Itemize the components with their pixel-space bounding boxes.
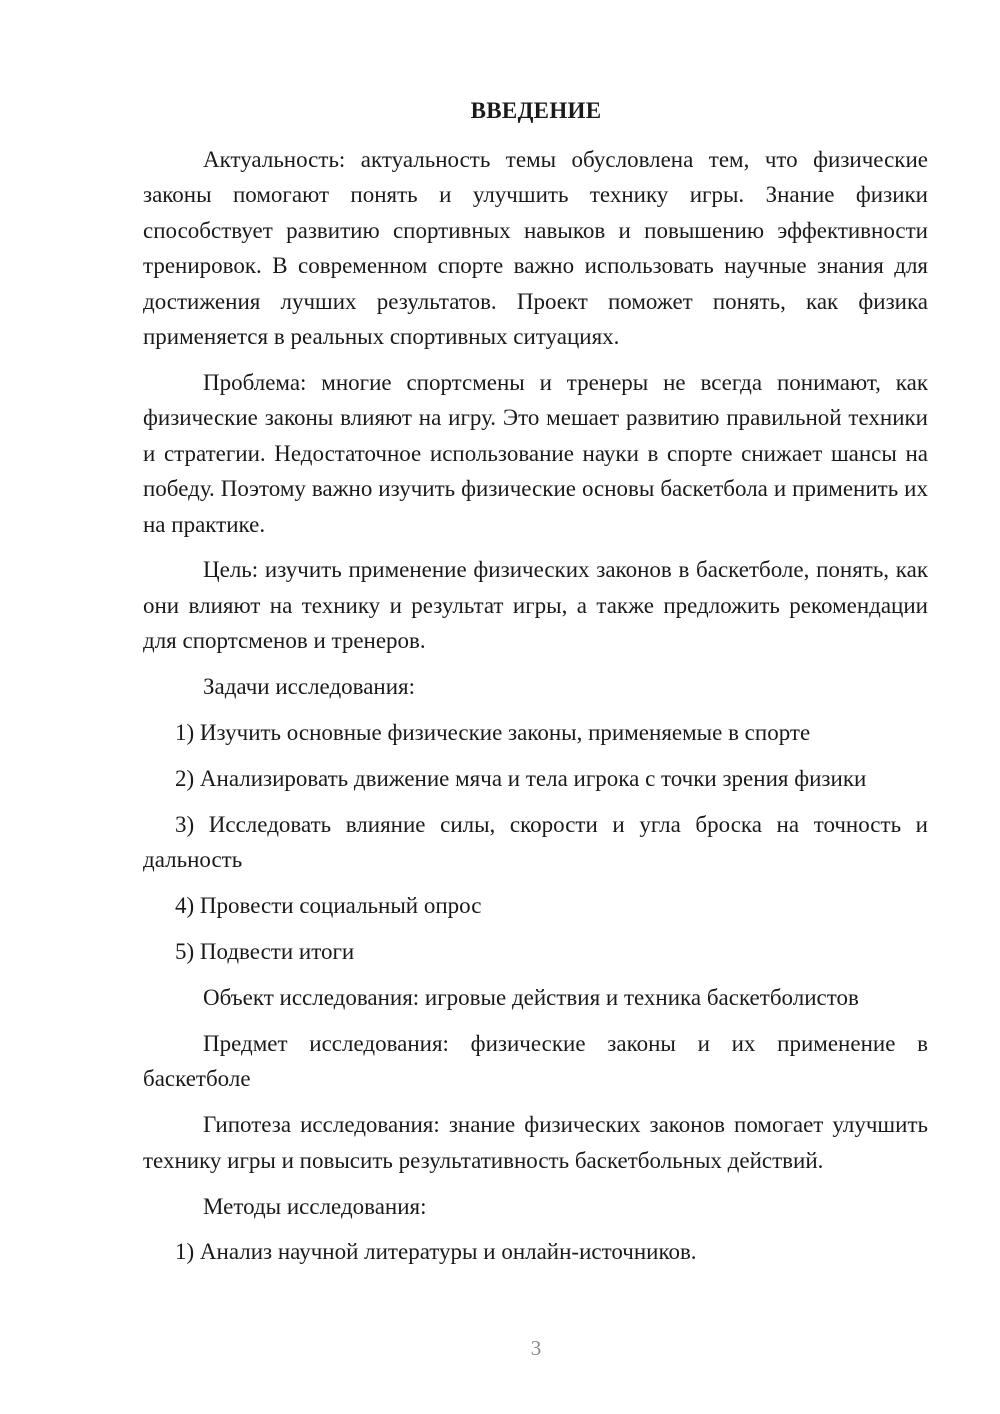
list-item-task-5: 5) Подвести итоги	[175, 939, 355, 965]
paragraph-hypothesis: Гипотеза исследования: знание физических законов помогает улучшить технику игры и повысить результативность баскетбольных действий.	[143, 1112, 928, 1173]
section-title: ВВЕДЕНИЕ	[470, 98, 602, 123]
list-item-task-3: 3) Исследовать влияние силы, скорости и угла броска на точность и дальность	[143, 811, 928, 873]
paragraph-tasks-heading: Задачи исследования:	[203, 674, 416, 700]
body-text	[143, 142, 928, 1280]
paragraph-methods-heading: Методы исследования:	[203, 1193, 427, 1219]
paragraph-subject: Предмет исследования: физические законы и их применение в баскетболе	[143, 1030, 928, 1092]
page-number: 3	[530, 1336, 542, 1360]
list-item-task-1: 1) Изучить основные физические законы, применяемые в спорте	[175, 720, 811, 746]
paragraph-object: Объект исследования: игровые действия и техника баскетболистов	[203, 985, 859, 1011]
paragraph-problem: Проблема: многие спортсмены и тренеры не всегда понимают, как физические законы влияют на игру. Это мешает развитию правильной техники и стратегии. Недостаточное использование науки в спорте снижает шансы на победу. Поэтому важно изучить физические основы баскетбола и применить их на практике.	[143, 369, 928, 537]
list-item-task-2: 2) Анализировать движение мяча и тела игрока с точки зрения физики	[175, 766, 867, 791]
paragraph-relevance: Актуальность: актуальность темы обусловлена тем, что физические законы помогают понять и улучшить технику игры. Знание физики способствует развитию спортивных навыков и повышению эффективности тренировок. В современном спорте важно использовать научные знания для достижения лучших результатов. Проект поможет понять, как физика применяется в реальных спортивных ситуациях.	[143, 147, 928, 350]
list-item-method-1: 1) Анализ научной литературы и онлайн-источников.	[175, 1239, 697, 1265]
paragraph-goal: Цель: изучить применение физических законов в баскетболе, понять, как они влияют на технику и результат игры, а также предложить рекомендации для спортсменов и тренеров.	[143, 557, 928, 654]
list-item-task-4: 4) Провести социальный опрос	[175, 893, 482, 919]
